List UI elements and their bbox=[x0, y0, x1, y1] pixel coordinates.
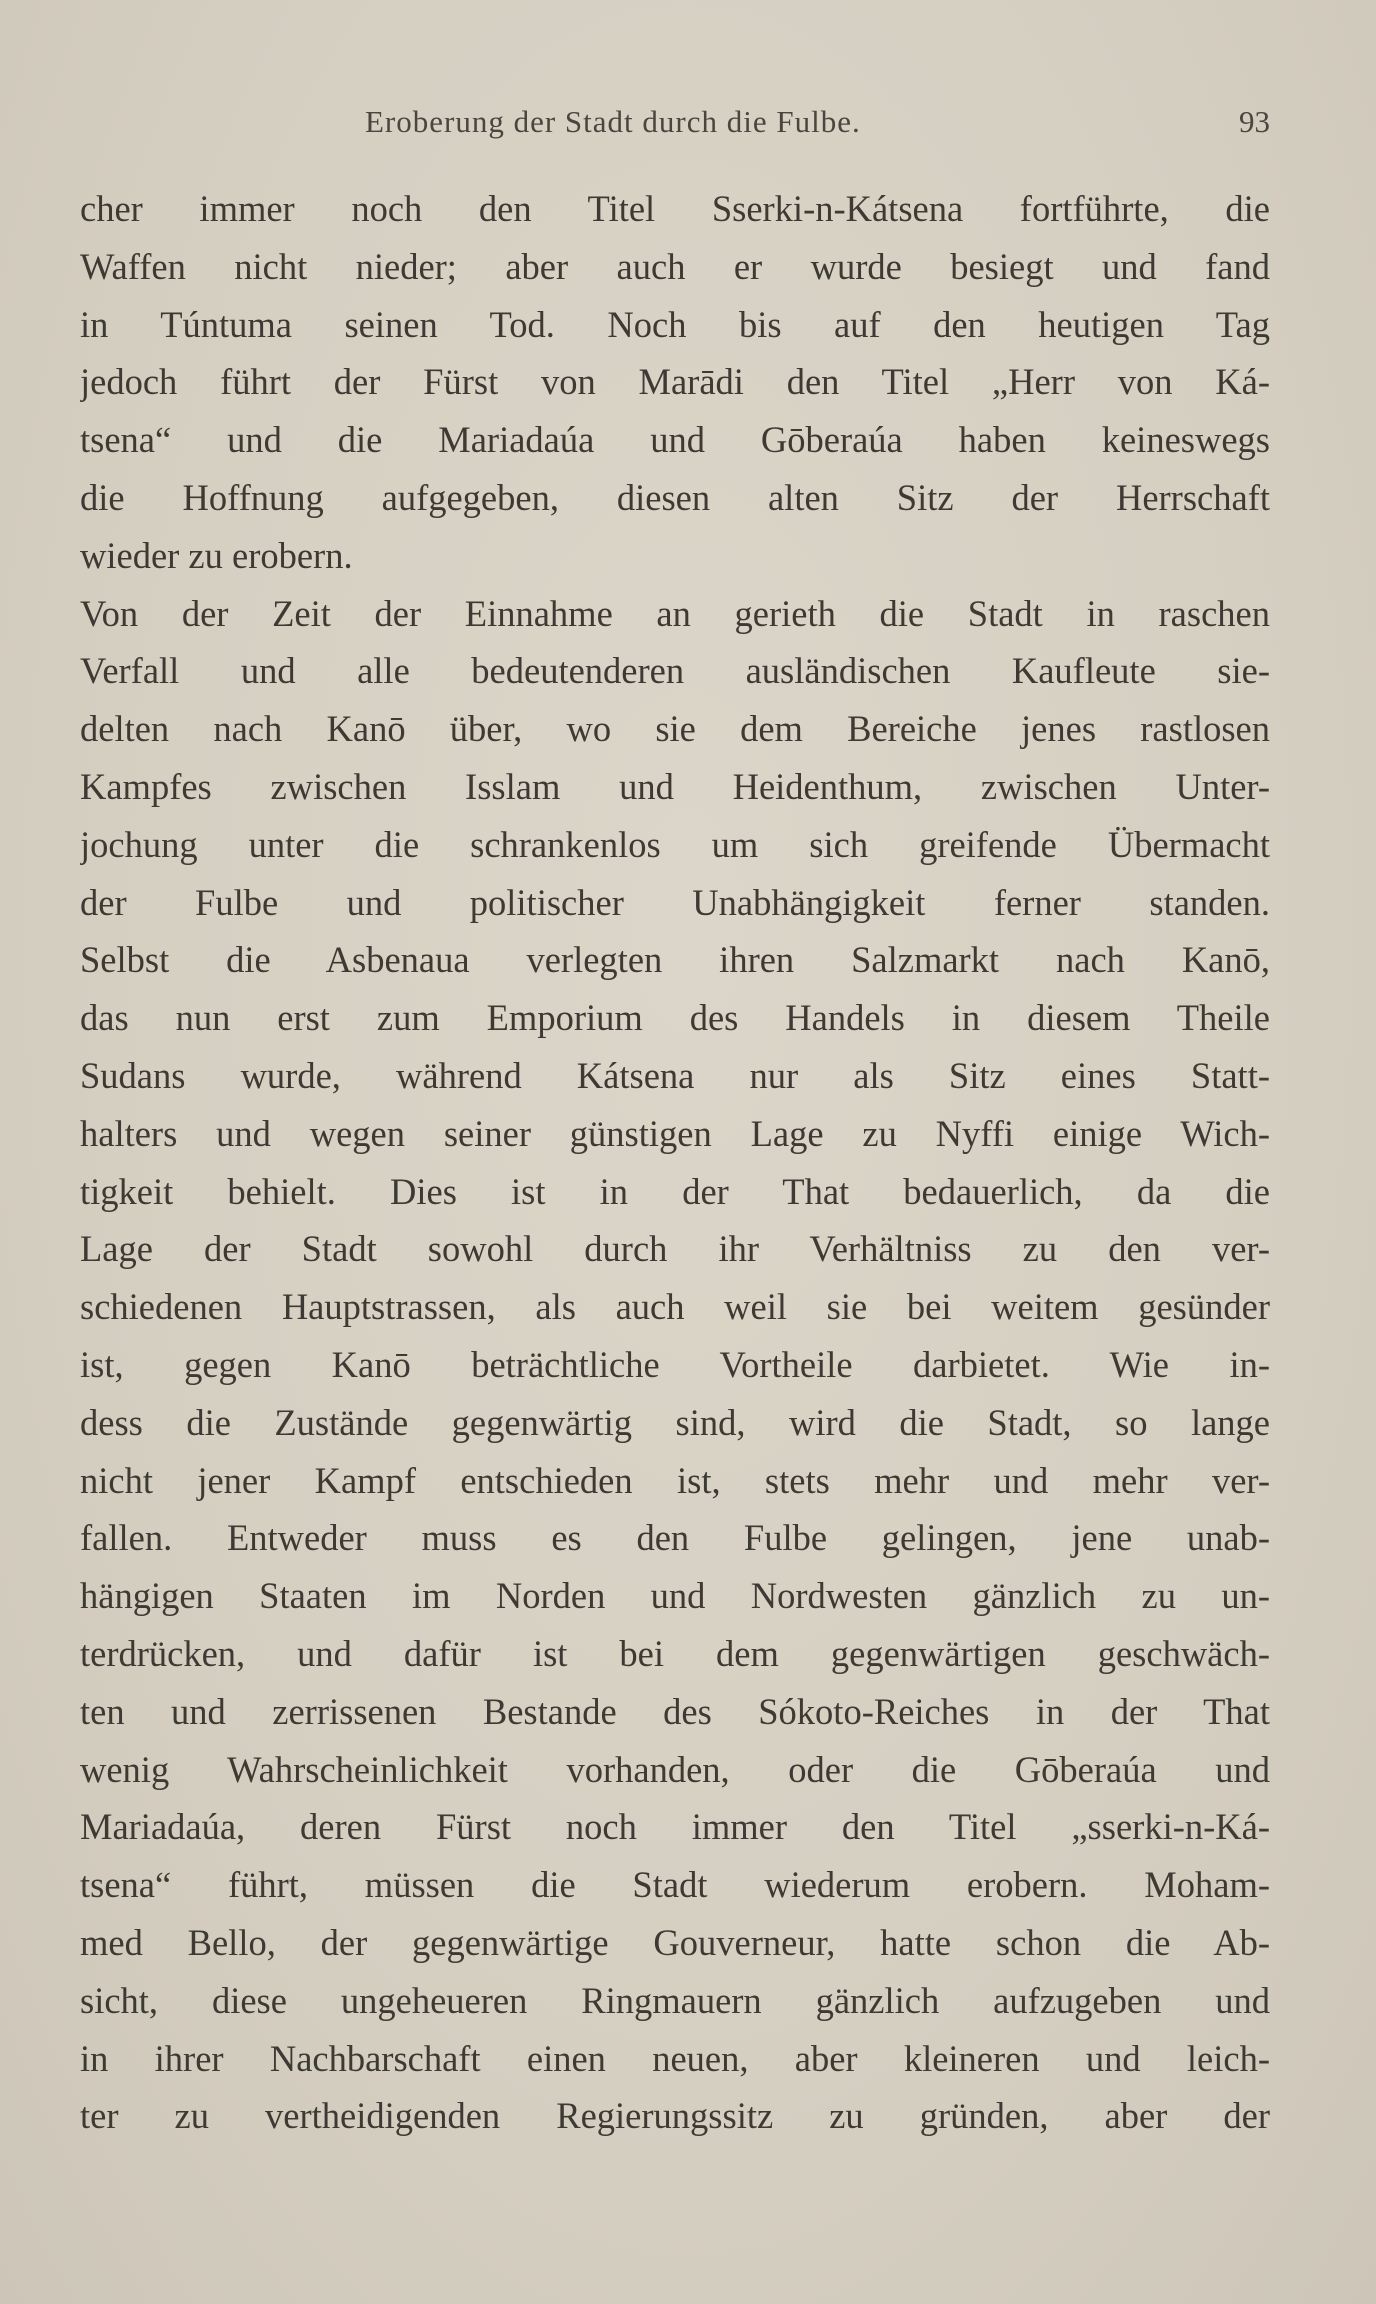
body-text bbox=[80, 180, 1270, 2145]
text-line: terdrücken, und dafür ist bei dem gegenwärtigen geschwäch- bbox=[80, 1632, 1270, 1674]
text-line: Mariadaúa, deren Fürst noch immer den Titel „sserki-n-Ká- bbox=[80, 1806, 1270, 1848]
text-line: Lage der Stadt sowohl durch ihr Verhältniss zu den ver- bbox=[80, 1228, 1270, 1270]
text-line: Waffen nicht nieder; aber auch er wurde besiegt und fand bbox=[80, 245, 1270, 287]
text-line: tsena“ und die Mariadaúa und Gōberaúa haben keineswegs bbox=[80, 419, 1270, 461]
text-line: schiedenen Hauptstrassen, als auch weil sie bei weitem gesünder bbox=[80, 1286, 1270, 1328]
text-line: delten nach Kanō über, wo sie dem Bereiche jenes rastlosen bbox=[80, 708, 1270, 750]
text-line: die Hoffnung aufgegeben, diesen alten Sitz der Herrschaft bbox=[80, 476, 1270, 518]
paragraph-1 bbox=[80, 180, 1270, 585]
text-line: sicht, diese ungeheueren Ringmauern gänzlich aufzugeben und bbox=[80, 1979, 1270, 2021]
running-head: Eroberung der Stadt durch die Fulbe. bbox=[365, 104, 861, 139]
text-line: hängigen Staaten im Norden und Nordwesten gänzlich zu un- bbox=[80, 1575, 1270, 1617]
text-line: cher immer noch den Titel Sserki-n-Kátsena fortführte, die bbox=[80, 188, 1270, 229]
page-header bbox=[80, 104, 1270, 154]
text-line: in ihrer Nachbarschaft einen neuen, aber kleineren und leich- bbox=[80, 2037, 1270, 2079]
text-line: ter zu vertheidigenden Regierungssitz zu gründen, aber der bbox=[80, 2095, 1270, 2137]
text-line: jochung unter die schrankenlos um sich greifende Übermacht bbox=[80, 823, 1270, 865]
text-line: fallen. Entweder muss es den Fulbe gelingen, jene unab- bbox=[80, 1517, 1270, 1559]
text-line: Sudans wurde, während Kátsena nur als Sitz eines Statt- bbox=[80, 1054, 1270, 1096]
paragraph-2 bbox=[80, 585, 1270, 2146]
text-line: nicht jener Kampf entschieden ist, stets mehr und mehr ver- bbox=[80, 1459, 1270, 1501]
text-line: Verfall und alle bedeutenderen ausländischen Kaufleute sie- bbox=[80, 650, 1270, 692]
page-number: 93 bbox=[1239, 104, 1270, 139]
text-line: in Túntuma seinen Tod. Noch bis auf den heutigen Tag bbox=[80, 303, 1270, 345]
text-line: ist, gegen Kanō beträchtliche Vortheile darbietet. Wie in- bbox=[80, 1343, 1270, 1385]
text-line: tsena“ führt, müssen die Stadt wiederum erobern. Moham- bbox=[80, 1864, 1270, 1906]
text-line: dess die Zustände gegenwärtig sind, wird die Stadt, so lange bbox=[80, 1401, 1270, 1443]
text-line: med Bello, der gegenwärtige Gouverneur, hatte schon die Ab- bbox=[80, 1921, 1270, 1963]
text-line: halters und wegen seiner günstigen Lage zu Nyffi einige Wich- bbox=[80, 1112, 1270, 1154]
text-line: der Fulbe und politischer Unabhängigkeit ferner standen. bbox=[80, 881, 1270, 923]
text-line: tigkeit behielt. Dies ist in der That bedauerlich, da die bbox=[80, 1170, 1270, 1212]
text-line: wieder zu erobern. bbox=[80, 534, 353, 576]
text-line: das nun erst zum Emporium des Handels in diesem Theile bbox=[80, 997, 1270, 1039]
text-line: jedoch führt der Fürst von Marādi den Titel „Herr von Ká- bbox=[80, 361, 1270, 403]
text-line: wenig Wahrscheinlichkeit vorhanden, oder die Gōberaúa und bbox=[80, 1748, 1270, 1790]
text-line: Kampfes zwischen Isslam und Heidenthum, zwischen Unter- bbox=[80, 765, 1270, 807]
text-line: Von der Zeit der Einnahme an gerieth die Stadt in raschen bbox=[80, 592, 1270, 634]
text-line: ten und zerrissenen Bestande des Sókoto-Reiches in der That bbox=[80, 1690, 1270, 1732]
text-line: Selbst die Asbenaua verlegten ihren Salzmarkt nach Kanō, bbox=[80, 939, 1270, 981]
